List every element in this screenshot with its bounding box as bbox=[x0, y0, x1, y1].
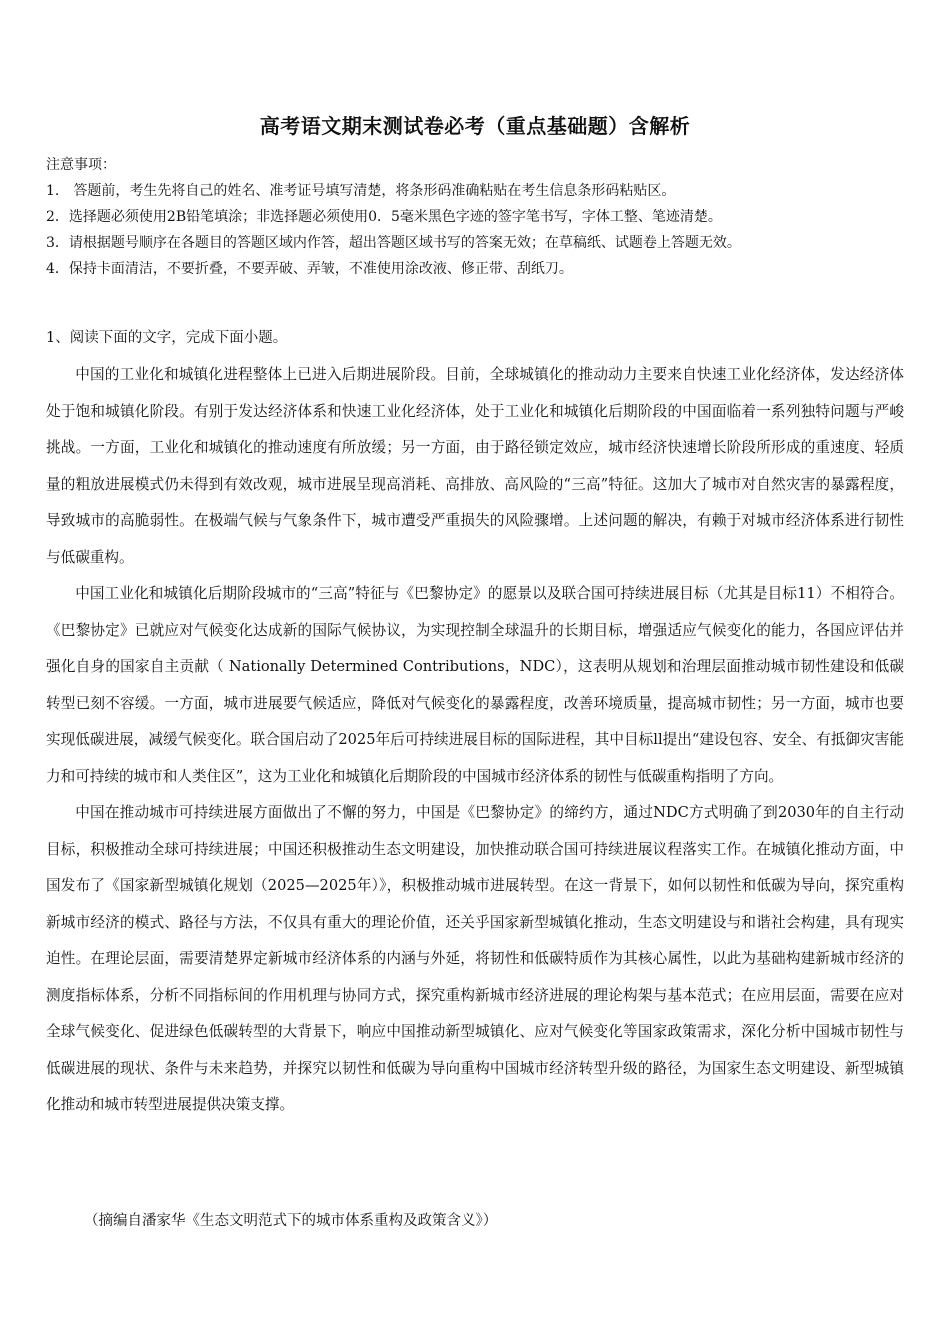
notice-heading: 注意事项： bbox=[46, 157, 116, 173]
notice-section bbox=[46, 152, 916, 282]
passage-source: （摘编自潘家华《生态文明范式下的城市体系重构及政策含义》） bbox=[84, 1213, 498, 1229]
notice-item: 2．选择题必须使用2B铅笔填涂；非选择题必须使用0．5毫米黑色字迹的签字笔书写，字体工整、笔迹清楚。 bbox=[46, 209, 722, 225]
passage-paragraph: 中国工业化和城镇化后期阶段城市的“三高”特征与《巴黎协定》的愿景以及联合国可持续进展目标（尤其是目标11）不相符合。《巴黎协定》已就应对气候变化达成新的国际气候协议，为实现控制全球温升的长期目标，增强适应气候变化的能力，各国应评估并强化自身的国家自主贡献（ Nationally Determined Contributions，NDC），这表明从规划和治理层面推动城市韧性建设和低碳转型已刻不容缓。一方面，城市进展要气候适应，降低对气候变化的暴露程度，改善环境质量，提高城市韧性；另一方面，城市也要实现低碳进展，减缓气候变化。联合国启动了2025年后可持续进展目标的国际进程，其中目标ll提出“建设包容、安全、有抵御灾害能力和可持续的城市和人类住区”，这为工业化和城镇化后期阶段的中国城市经济体系的韧性与低碳重构指明了方向。 bbox=[46, 585, 904, 785]
passage-paragraph: 中国的工业化和城镇化进程整体上已进入后期进展阶段。目前，全球城镇化的推动动力主要来自快速工业化经济体，发达经济体处于饱和城镇化阶段。有别于发达经济体系和快速工业化经济体，处于工业化和城镇化后期阶段的中国面临着一系列独特问题与严峻挑战。一方面，工业化和城镇化的推动速度有所放缓；另一方面，由于路径锁定效应，城市经济快速增长阶段所形成的重速度、轻质量的粗放进展模式仍未得到有效改观，城市进展呈现高消耗、高排放、高风险的“三高”特征。这加大了城市对自然灾害的暴露程度，导致城市的高脆弱性。在极端气候与气象条件下，城市遭受严重损失的风险骤增。上述问题的解决，有赖于对城市经济体系进行韧性与低碳重构。 bbox=[46, 366, 904, 566]
notice-item: 3．请根据题号顺序在各题目的答题区域内作答，超出答题区域书写的答案无效；在草稿纸、试题卷上答题无效。 bbox=[46, 235, 741, 251]
notice-item: 4．保持卡面清洁，不要折叠，不要弄破、弄皱，不准使用涂改液、修正带、刮纸刀。 bbox=[46, 261, 573, 277]
reading-passage bbox=[46, 357, 904, 1124]
notice-item: 1. 答题前，考生先将自己的姓名、准考证号填写清楚，将条形码准确粘贴在考生信息条形码粘贴区。 bbox=[46, 183, 676, 199]
question-prompt: 1、阅读下面的文字，完成下面小题。 bbox=[46, 330, 288, 346]
page-title: 高考语文期末测试卷必考（重点基础题）含解析 bbox=[259, 114, 691, 138]
passage-paragraph: 中国在推动城市可持续进展方面做出了不懈的努力，中国是《巴黎协定》的缔约方，通过NDC方式明确了到2030年的自主行动目标，积极推动全球可持续进展；中国还积极推动生态文明建设，加快推动联合国可持续进展议程落实工作。在城镇化推动方面，中国发布了《国家新型城镇化规划（2025—2025年）》，积极推动城市进展转型。在这一背景下，如何以韧性和低碳为导向，探究重构新城市经济的模式、路径与方法，不仅具有重大的理论价值，还关乎国家新型城镇化推动，生态文明建设与和谐社会构建，具有现实迫性。在理论层面，需要清楚界定新城市经济体系的内涵与外延，将韧性和低碳特质作为其核心属性，以此为基础构建新城市经济的测度指标体系，分析不同指标间的作用机理与协同方式，探究重构新城市经济进展的理论构架与基本范式；在应用层面，需要在应对全球气候变化、促进绿色低碳转型的大背景下，响应中国推动新型城镇化、应对气候变化等国家政策需求，深化分析中国城市韧性与低碳进展的现状、条件与未来趋势，并探究以韧性和低碳为导向重构中国城市经济转型升级的路径，为国家生态文明建设、新型城镇化推动和城市转型进展提供决策支撑。 bbox=[46, 804, 904, 1113]
